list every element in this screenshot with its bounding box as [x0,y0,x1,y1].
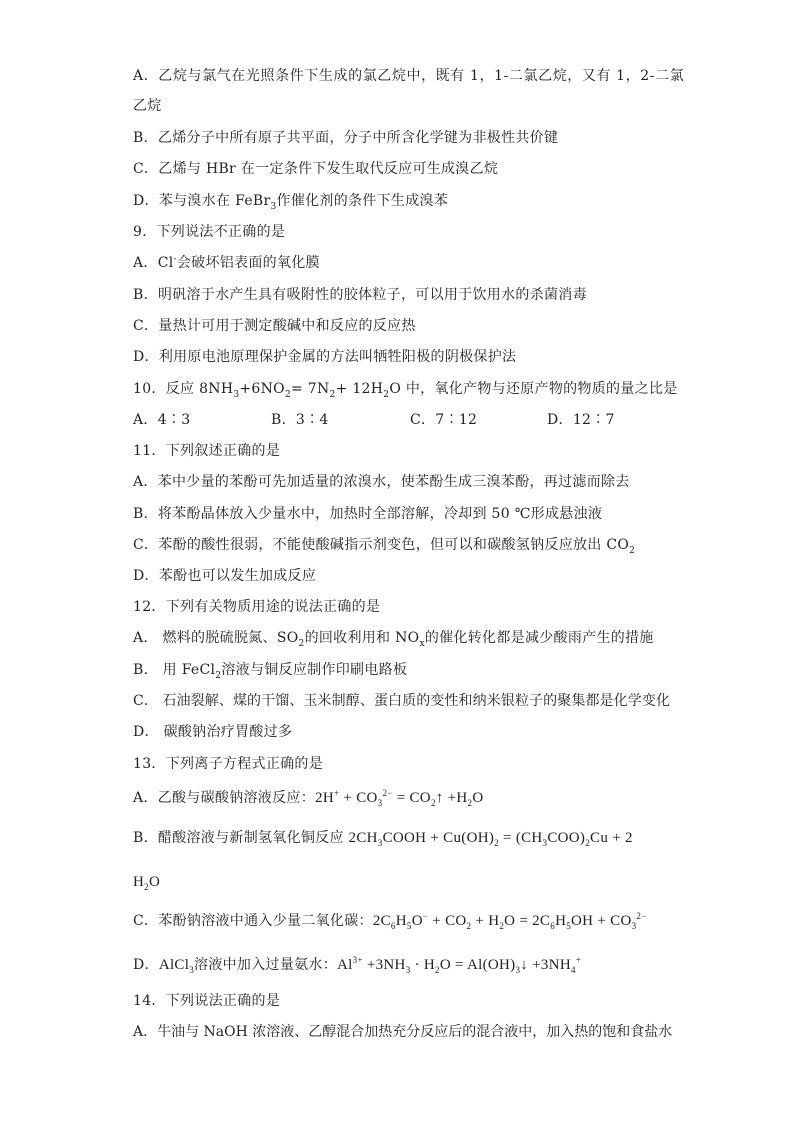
q13-option-a: A．乙酸与碳酸钠溶液反应：$2H^+ + CO_3^{2-}$ = $CO_2↑ +H_2O$ [133,788,484,808]
q13-option-d: D．AlCl$_3$溶液中加入过量氨水：$Al^{3+} +3NH_3 \cdot H_2O$ = $Al(OH)_3↓ +3NH_4^+$ [133,955,582,975]
q13-option-c-equation: $2C_6H_5O^- + CO_2 + H_2O = 2C_6H_5OH + CO_3^{2-}$ [372,911,647,931]
q9-option-a: A．Cl-会破坏铝表面的氧化膜 [133,254,320,271]
q11-option-b: B．将苯酚晶体放入少量水中，加热时全部溶解，冷却到 50 ℃形成悬浊液 [133,506,603,522]
q11-option-d: D．苯酚也可以发生加成反应 [133,568,317,584]
q13-option-d-equation: $Al^{3+} +3NH_3 \cdot H_2O$ = $Al(OH)_3↓ +3NH_4^+$ [337,955,582,975]
q13-option-c: C．苯酚钠溶液中通入少量二氧化碳：$2C_6H_5O^- + CO_2 + H_2O = 2C_6H_5OH + CO_3^{2-}$ [133,911,647,931]
q9-option-d: D．利用原电池原理保护金属的方法叫牺牲阳极的阴极保护法 [133,349,517,365]
q14-option-a: A．牛油与 NaOH 浓溶液、乙醇混合加热充分反应后的混合液中，加入热的饱和食盐水 [133,1024,673,1040]
q8-option-a-line1: A．乙烷与氯气在光照条件下生成的氯乙烷中，既有 1，1-二氯乙烷，又有 1，2-二氯 [133,68,685,84]
q10-options [133,410,653,430]
q9-stem: 9．下列说法不正确的是 [133,224,286,240]
q12-stem: 12．下列有关物质用途的说法正确的是 [133,599,381,615]
q12-option-c: C． 石油裂解、煤的干馏、玉米制醇、蛋白质的变性和纳米银粒子的聚集都是化学变化 [133,693,671,709]
q13-option-b-equation: $2CH_3COOH + Cu(OH)_2 = (CH_3COO)_2Cu + 2$ [348,830,633,848]
q9-option-b: B．明矾溶于水产生具有吸附性的胶体粒子，可以用于饮用水的杀菌消毒 [133,287,587,303]
q13-stem: 13．下列离子方程式正确的是 [133,756,324,772]
q8-option-d: D．苯与溴水在 FeBr$_3$作催化剂的条件下生成溴苯 [133,193,449,212]
q12-option-d: D． 碳酸钠治疗胃酸过多 [133,724,293,740]
q10-option-b: B．3∶4 [271,412,329,428]
q9-option-c: C．量热计可用于测定酸碱中和反应的反应热 [133,318,416,334]
q11-stem: 11．下列叙述正确的是 [133,443,281,459]
q13-option-b: B．醋酸溶液与新制氢氧化铜反应 $2CH_3COOH + Cu(OH)_2 = (CH_3COO)_2Cu + 2$ [133,830,633,848]
q11-option-a: A．苯中少量的苯酚可先加适量的浓溴水，使苯酚生成三溴苯酚，再过滤而除去 [133,474,630,490]
q10-option-a: A．4∶3 [133,412,191,428]
q10-stem: 10．反应 $8NH_3+6NO_2= 7N_2+ 12H_2O$ 中，氧化产物与还原产物的物质的量之比是 [133,381,678,400]
q8-option-b: B．乙烯分子中所有原子共平面，分子中所含化学键为非极性共价键 [133,130,559,146]
q10-option-d: D．12∶7 [547,412,615,428]
q12-option-a: A． 燃料的脱硫脱氮、$SO_2$的回收利用和 $NO_x$的催化转化都是减少酸雨产生的措施 [133,630,654,649]
q10-option-c: C．7∶12 [410,412,478,428]
q14-stem: 14．下列说法正确的是 [133,993,281,1009]
q13-option-b-cont: $H_2O$ [133,874,161,892]
q8-option-a-line2: 乙烷 [133,98,162,114]
q11-option-c: C．苯酚的酸性很弱，不能使酸碱指示剂变色，但可以和碳酸氢钠反应放出 $CO_2$ [133,537,636,556]
q8-option-c: C．乙烯与 HBr 在一定条件下发生取代反应可生成溴乙烷 [133,161,499,177]
q13-option-a-equation: $2H^+ + CO_3^{2-}$ = $CO_2↑ +H_2O$ [315,788,484,808]
q12-option-b: B． 用 FeCl$_2$溶液与铜反应制作印刷电路板 [133,662,408,681]
